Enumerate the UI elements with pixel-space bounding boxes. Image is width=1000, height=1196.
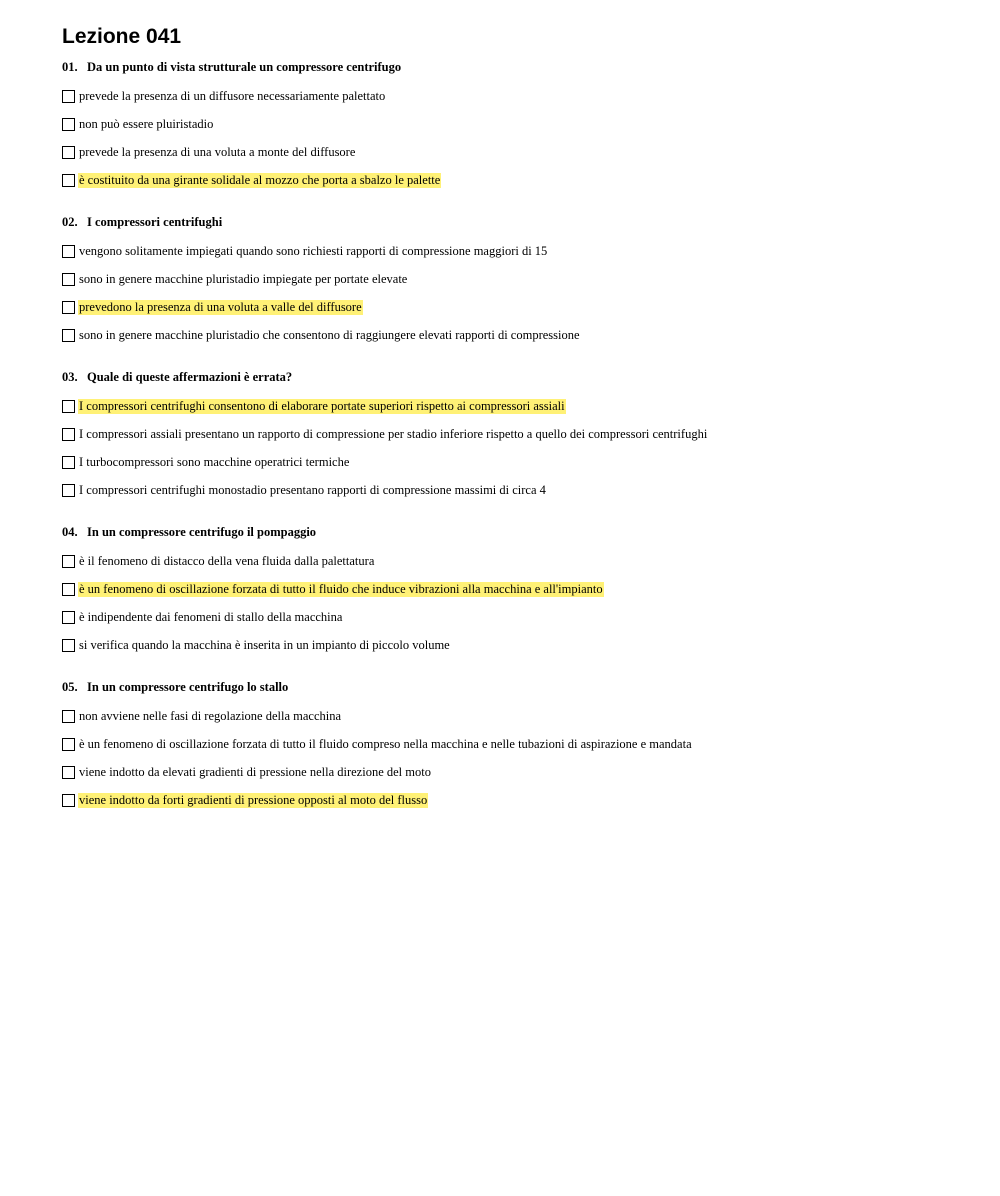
answer-checkbox[interactable] [62, 174, 75, 187]
answer-text: viene indotto da forti gradienti di pressione opposti al moto del flusso [79, 792, 428, 807]
page-title: Lezione 041 [62, 25, 182, 48]
answer-checkbox[interactable] [62, 329, 75, 342]
question-block [62, 679, 962, 814]
answer-option[interactable] [62, 547, 962, 575]
answer-text: vengono solitamente impiegati quando sono richiesti rapporti di compressione maggiori di 15 [79, 243, 548, 258]
answer-checkbox[interactable] [62, 245, 75, 258]
question-label: Quale di queste affermazioni è errata? [87, 370, 293, 384]
answer-option[interactable] [62, 758, 962, 786]
answer-option[interactable] [62, 392, 962, 420]
answer-text: è il fenomeno di distacco della vena fluida dalla palettatura [79, 553, 375, 568]
answer-checkbox[interactable] [62, 611, 75, 624]
answer-checkbox[interactable] [62, 90, 75, 103]
answer-option[interactable] [62, 420, 962, 448]
answer-text: viene indotto da elevati gradienti di pressione nella direzione del moto [79, 764, 431, 779]
answer-checkbox[interactable] [62, 639, 75, 652]
question-label: I compressori centrifughi [87, 215, 223, 229]
answer-checkbox[interactable] [62, 484, 75, 497]
answer-text: prevede la presenza di una voluta a monte del diffusore [79, 144, 356, 159]
answer-checkbox[interactable] [62, 118, 75, 131]
answer-text: prevedono la presenza di una voluta a valle del diffusore [79, 299, 362, 314]
answer-text: I compressori centrifughi consentono di elaborare portate superiori rispetto ai compressori assiali [79, 398, 565, 413]
answer-checkbox[interactable] [62, 301, 75, 314]
question-block [62, 214, 962, 349]
answer-option[interactable] [62, 786, 962, 814]
answer-option[interactable] [62, 575, 962, 603]
answer-checkbox[interactable] [62, 146, 75, 159]
question-text [62, 679, 962, 695]
answer-text: non avviene nelle fasi di regolazione della macchina [79, 708, 342, 723]
answer-text: sono in genere macchine pluristadio impiegate per portate elevate [79, 271, 408, 286]
answer-text: è un fenomeno di oscillazione forzata di tutto il fluido che induce vibrazioni alla macchina e all'impianto [79, 581, 603, 596]
question-number: 05. [62, 680, 78, 694]
answer-option[interactable] [62, 631, 962, 659]
answer-text: si verifica quando la macchina è inserita in un impianto di piccolo volume [79, 637, 450, 652]
answer-checkbox[interactable] [62, 794, 75, 807]
answer-checkbox[interactable] [62, 428, 75, 441]
question-block [62, 524, 962, 659]
answer-checkbox[interactable] [62, 738, 75, 751]
answer-option[interactable] [62, 293, 962, 321]
quiz-page [62, 24, 962, 814]
question-number: 04. [62, 525, 78, 539]
answer-option[interactable] [62, 166, 962, 194]
answer-text: è indipendente dai fenomeni di stallo della macchina [79, 609, 343, 624]
answer-text: I turbocompressori sono macchine operatrici termiche [79, 454, 350, 469]
answer-option[interactable] [62, 265, 962, 293]
answer-option[interactable] [62, 321, 962, 349]
question-block [62, 369, 962, 504]
question-label: In un compressore centrifugo il pompaggio [87, 525, 317, 539]
answer-option[interactable] [62, 730, 962, 758]
answer-text: I compressori centrifughi monostadio presentano rapporti di compressione massimi di circa 4 [79, 482, 546, 497]
answer-option[interactable] [62, 237, 962, 265]
question-text [62, 59, 962, 75]
answer-checkbox[interactable] [62, 710, 75, 723]
question-label: Da un punto di vista strutturale un compressore centrifugo [87, 60, 402, 74]
question-label: In un compressore centrifugo lo stallo [87, 680, 289, 694]
question-text [62, 369, 962, 385]
question-block [62, 59, 962, 194]
answer-option[interactable] [62, 448, 962, 476]
answer-text: è costituito da una girante solidale al mozzo che porta a sbalzo le palette [79, 172, 441, 187]
answer-checkbox[interactable] [62, 766, 75, 779]
question-text [62, 214, 962, 230]
answer-option[interactable] [62, 82, 962, 110]
answer-text: non può essere pluiristadio [79, 116, 214, 131]
answer-text: sono in genere macchine pluristadio che consentono di raggiungere elevati rapporti di compressione [79, 327, 580, 342]
answer-text: è un fenomeno di oscillazione forzata di tutto il fluido compreso nella macchina e nelle tubazioni di aspirazione e mandata [79, 736, 692, 751]
question-text [62, 524, 962, 540]
question-number: 01. [62, 60, 78, 74]
question-number: 02. [62, 215, 78, 229]
answer-checkbox[interactable] [62, 456, 75, 469]
answer-option[interactable] [62, 603, 962, 631]
answer-text: prevede la presenza di un diffusore necessariamente palettato [79, 88, 386, 103]
answer-option[interactable] [62, 138, 962, 166]
answer-option[interactable] [62, 476, 962, 504]
answer-checkbox[interactable] [62, 400, 75, 413]
answer-option[interactable] [62, 110, 962, 138]
answer-text: I compressori assiali presentano un rapporto di compressione per stadio inferiore rispetto a quello dei compressori centrifughi [79, 426, 708, 441]
question-number: 03. [62, 370, 78, 384]
answer-checkbox[interactable] [62, 555, 75, 568]
answer-checkbox[interactable] [62, 583, 75, 596]
answer-option[interactable] [62, 702, 962, 730]
answer-checkbox[interactable] [62, 273, 75, 286]
